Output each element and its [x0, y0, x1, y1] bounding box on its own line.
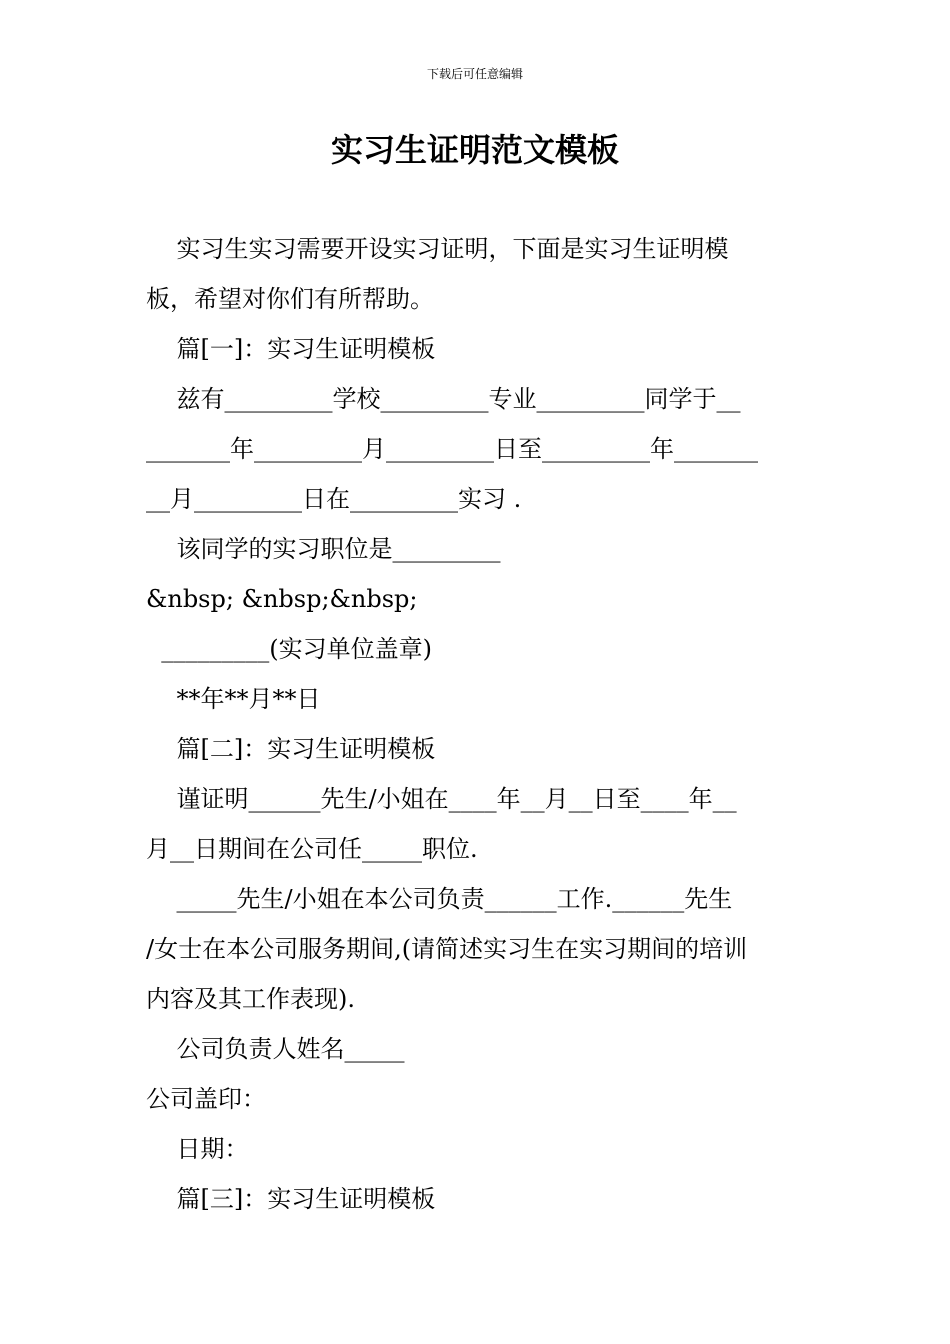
- paragraph-line: 日期：: [146, 1135, 249, 1163]
- paragraph-line: 月__日期间在公司任_____职位.: [146, 835, 478, 863]
- paragraph-line: **年**月**日: [146, 685, 321, 713]
- paragraph-line: 兹有_________学校_________专业_________同学于__: [146, 385, 741, 413]
- page-header-note: 下载后可任意编辑: [426, 67, 523, 81]
- paragraph-line: /女士在本公司服务期间,(请简述实习生在实习期间的培训: [146, 935, 748, 963]
- paragraph-line: 公司负责人姓名_____: [146, 1035, 405, 1063]
- paragraph-line: _________(实习单位盖章): [146, 635, 432, 663]
- document-title: 实习生证明范文模板: [330, 131, 619, 169]
- paragraph-line: 板，希望对你们有所帮助。: [146, 285, 434, 313]
- paragraph-line: 实习生实习需要开设实习证明，下面是实习生证明模: [146, 235, 729, 263]
- paragraph-line: 内容及其工作表现).: [146, 985, 355, 1013]
- section-heading-3: 篇[三]：实习生证明模板: [146, 1185, 436, 1213]
- paragraph-line: 该同学的实习职位是_________: [146, 535, 501, 563]
- paragraph-line: 谨证明______先生/小姐在____年__月__日至____年__: [146, 785, 737, 813]
- section-heading-1: 篇[一]：实习生证明模板: [146, 335, 436, 363]
- document-body: [146, 224, 806, 1224]
- paragraph-line: &nbsp; &nbsp;&nbsp;: [146, 585, 418, 613]
- paragraph-line: __月_________日在_________实习 .: [146, 485, 522, 513]
- section-heading-2: 篇[二]：实习生证明模板: [146, 735, 436, 763]
- paragraph-line: _______年_________月_________日至_________年_______: [146, 435, 758, 463]
- paragraph-line: _____先生/小姐在本公司负责______工作.______先生: [146, 885, 733, 913]
- paragraph-line: 公司盖印：: [146, 1085, 266, 1113]
